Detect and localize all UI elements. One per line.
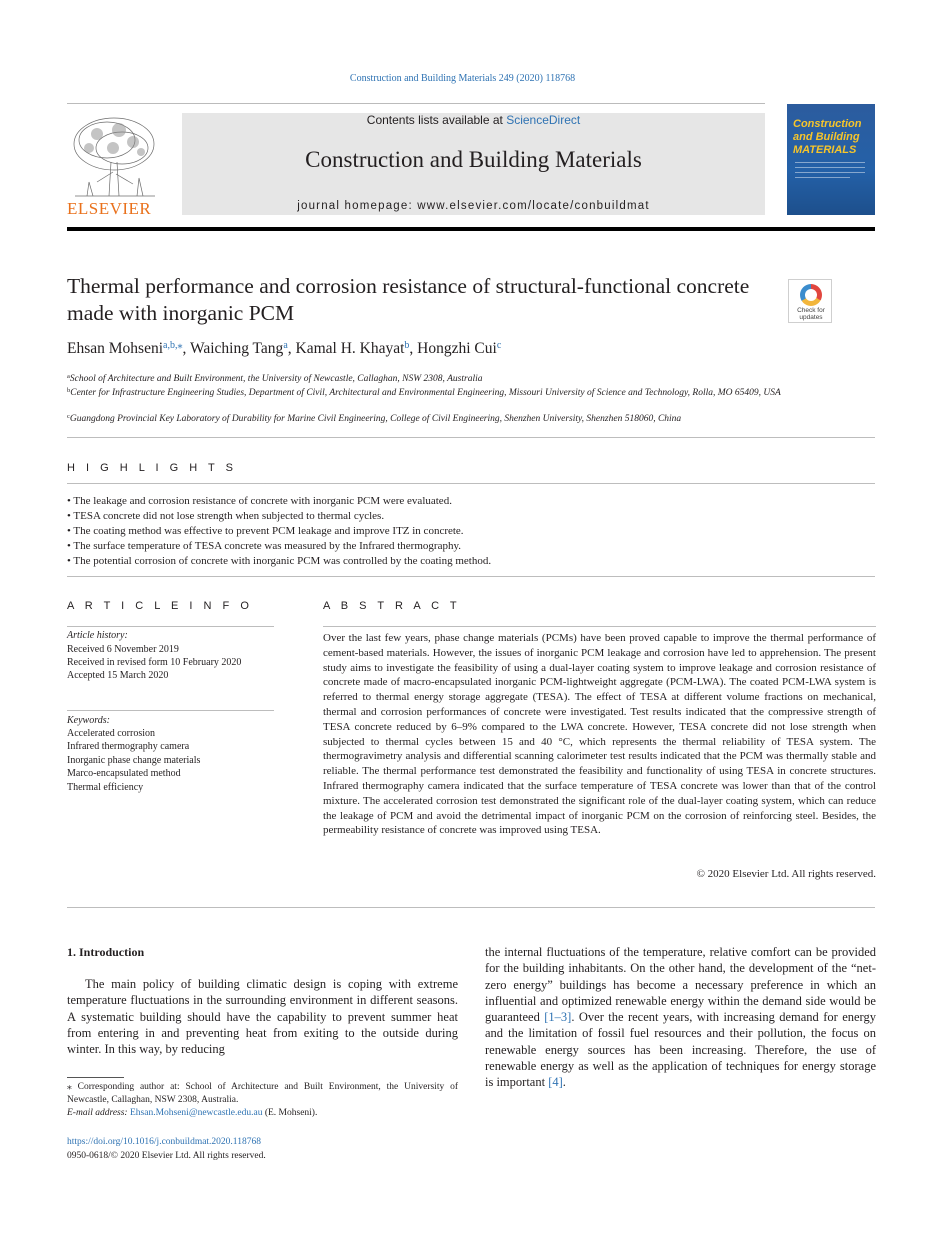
- abstract-copyright: © 2020 Elsevier Ltd. All rights reserved.: [696, 868, 876, 880]
- check-for-updates-badge[interactable]: [788, 279, 832, 323]
- affiliation-a: $^a$School of Architecture and Built Environment, the University of Newcastle, Callaghan, NSW 2308, Australia: [67, 373, 483, 384]
- elsevier-wordmark: ELSEVIER: [67, 199, 152, 218]
- journal-title: Construction and Building Materials: [305, 147, 642, 172]
- author-name[interactable]: , Kamal H. Khayat: [287, 340, 405, 357]
- cover-title: Construction and Building MATERIALS: [793, 118, 862, 156]
- reference-link[interactable]: [4]: [548, 1075, 563, 1090]
- divider: [323, 626, 876, 627]
- history-received: Received 6 November 2019: [67, 644, 179, 655]
- divider: [67, 576, 875, 577]
- author-affil-marks[interactable]: c: [496, 340, 502, 351]
- keywords-label: Keywords:: [67, 715, 110, 726]
- article-history-label: Article history:: [67, 630, 128, 641]
- author-email-link[interactable]: Ehsan.Mohseni@newcastle.edu.au: [129, 1108, 263, 1118]
- author-name[interactable]: , Hongzhi Cui: [409, 340, 497, 357]
- article-title: Thermal performance and corrosion resistance of structural-functional concrete made with inorganic PCM: [67, 274, 750, 325]
- corresponding-author-note: ⁎ Corresponding author at: School of Architecture and Built Environment, the University of Newcastle, Callaghan, NSW 2308, Australia.: [67, 1082, 458, 1105]
- journal-cover-thumbnail[interactable]: [787, 104, 875, 215]
- section-heading-introduction: 1. Introduction: [67, 945, 145, 959]
- journal-homepage[interactable]: journal homepage: www.elsevier.com/locate/conbuildmat: [297, 200, 650, 212]
- highlight-item: • The potential corrosion of concrete with inorganic PCM was controlled by the coating method.: [67, 555, 492, 567]
- cover-text-line: [795, 172, 865, 173]
- keyword-item: Inorganic phase change materials: [67, 755, 201, 766]
- article-info-heading: A R T I C L E I N F O: [67, 600, 253, 612]
- sciencedirect-link[interactable]: ScienceDirect: [506, 113, 581, 127]
- author-affil-marks[interactable]: a,b,⁎: [163, 340, 183, 351]
- keyword-item: Thermal efficiency: [67, 782, 144, 793]
- issn-copyright: 0950-0618/© 2020 Elsevier Ltd. All rights reserved.: [67, 1151, 266, 1161]
- affiliation-b: $^b$Center for Infrastructure Engineering Studies, Department of Civil, Architectural and Environmental Engineering, Missouri University of Science and Technology, Rolla, MO 65409, USA: [67, 387, 781, 398]
- divider: [67, 626, 274, 627]
- history-revised: Received in revised form 10 February 2020: [67, 657, 242, 668]
- author-list: [67, 340, 501, 358]
- contents-prefix: Contents lists available at: [366, 113, 507, 127]
- reference-link[interactable]: [1–3]: [544, 1010, 572, 1025]
- contents-available-line: [182, 113, 765, 127]
- check-updates-label: Check for updates: [797, 307, 825, 321]
- highlight-item: • The surface temperature of TESA concrete was measured by the Infrared thermography.: [67, 540, 461, 552]
- intro-text: . Over the recent years, with increasing demand for energy and the limitation of fossil fuel resources and their pollution, the focus on renewable energy sources has been increasing. Therefore, the use of renewable energy as well as the application of techniques for energy storage is important: [485, 1010, 876, 1090]
- email-footnote: [67, 1108, 317, 1118]
- author-affil-marks[interactable]: b: [404, 340, 410, 351]
- author-name[interactable]: , Waiching Tang: [182, 340, 284, 357]
- cover-text-line: [795, 177, 850, 178]
- highlight-item: • The leakage and corrosion resistance of concrete with inorganic PCM were evaluated.: [67, 495, 452, 507]
- intro-text: .: [562, 1075, 566, 1090]
- divider: [67, 710, 274, 711]
- author-name[interactable]: Ehsan Mohseni: [67, 340, 164, 357]
- history-accepted: Accepted 15 March 2020: [67, 670, 169, 681]
- divider: [67, 483, 875, 484]
- highlight-item: • The coating method was effective to prevent PCM leakage and improve ITZ in concrete.: [67, 525, 464, 537]
- header-top-divider: [67, 103, 765, 104]
- check-updates-icon: [800, 284, 822, 306]
- email-label: E-mail address:: [67, 1108, 130, 1118]
- keyword-item: Accelerated corrosion: [67, 728, 156, 739]
- intro-paragraph-right: [485, 944, 876, 1091]
- highlight-item: • TESA concrete did not lose strength when subjected to thermal cycles.: [67, 510, 385, 522]
- highlights-heading: H I G H L I G H T S: [67, 462, 237, 474]
- header-rule: [67, 227, 875, 231]
- keyword-item: Marco-encapsulated method: [67, 768, 181, 779]
- intro-text: the internal fluctuations of the temperature, relative comfort can be provided for the building inhabitants. On the other hand, the development of the “net-zero energy” buildings has become a necessary preference in which an influential and optimized renewable energy within the demand side would be guaranteed: [485, 945, 876, 1025]
- divider: [67, 907, 875, 908]
- affiliation-c: $^c$Guangdong Provincial Key Laboratory of Durability for Marine Civil Engineering, College of Civil Engineering, Shenzhen University, Shenzhen 518060, China: [67, 413, 682, 424]
- divider: [67, 437, 875, 438]
- cover-text-line: [795, 162, 865, 163]
- email-suffix: (E. Mohseni).: [262, 1108, 318, 1118]
- keyword-item: Infrared thermography camera: [67, 741, 190, 752]
- footnote-rule: [67, 1077, 124, 1078]
- abstract-heading: A B S T R A C T: [323, 600, 461, 612]
- cover-text-line: [795, 167, 865, 168]
- intro-paragraph-left: The main policy of building climatic design is coping with extreme temperature fluctuations in the surrounding environment in different seasons. A systematic building should have the capability to prevent summer heat from entering in and preventing heat from exiting to the outside during winter. In this way, by reducing: [67, 977, 458, 1057]
- author-affil-marks[interactable]: a: [283, 340, 288, 351]
- abstract-body: Over the last few years, phase change materials (PCMs) have been proved capable to improve the thermal performance of cement-based materials. However, the issues of inorganic PCM leakage and corrosion have led to apprehension. The present study aims to investigate the feasibility of using a dual-layer coating system to improve leakage and corrosion resistance of concrete made of macro-encapsulated inorganic PCM-lightweight aggregate (PCM-LWA). The coated PCM-LWA system is referred to thermal energy storage aggregate (TESA). The effect of TESA at different volume fractions on mechanical, thermal and corrosion performances of concrete were investigated. Test results indicated that the compressive strength of TESA concrete reduced by 6–9% compared to the LWA concrete. However, TESA concrete did not lose strength when subjected to thermal cycles between 15 and 40 °C, which represents the thermal reliability of TESA system. The thermogravimetry analysis and differential scanning calorimeter test results indicated that the PCM was thermally stable and reliable. The thermal performance test demonstrated the feasibility and functionality of using TESA in concrete structures. Infrared thermography camera indicated that the surface temperature of TESA concrete was lower than that of the control mixture. The accelerated corrosion test demonstrated the significant role of the dual-layer coating system, which can reduce the leakage of PCM and avoid the detrimental impact of inorganic PCM on the corrosion of reinforcing steel. Besides, the permeability resistance of concrete was improved using TESA.: [323, 632, 876, 837]
- doi-link[interactable]: https://doi.org/10.1016/j.conbuildmat.2020.118768: [67, 1137, 261, 1147]
- journal-citation-link[interactable]: Construction and Building Materials 249 (2020) 118768: [349, 73, 576, 84]
